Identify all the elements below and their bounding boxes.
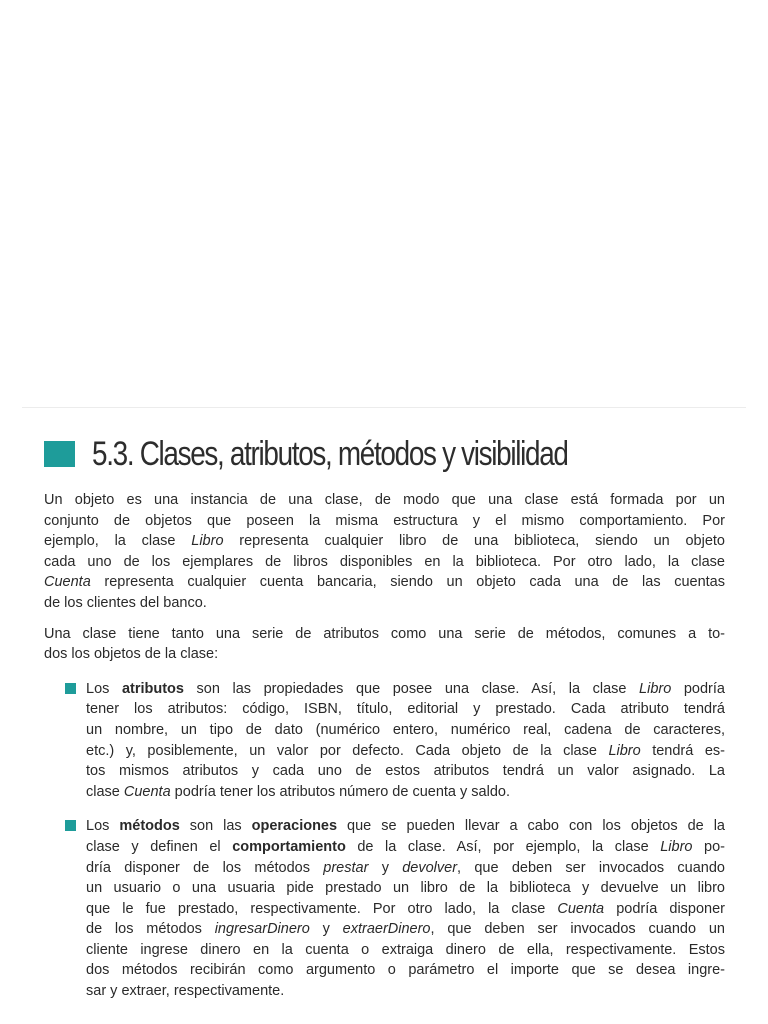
text-line <box>86 940 725 961</box>
text-run: un usuario o una usuaria pide prestado un libro de la biblioteca y devuelve un libro <box>86 880 725 897</box>
text-line <box>86 981 725 1002</box>
text-run: , que deben ser invocados cuando <box>457 859 725 876</box>
text-line <box>86 782 725 803</box>
italic-term: extraerDinero <box>342 921 431 938</box>
text-run: tos mismos atributos y cada uno de estos atributos tendrá un valor asignado. La <box>86 763 725 780</box>
text-line <box>86 858 725 879</box>
text-run: sar y extraer, respectivamente. <box>86 983 285 1000</box>
text-line <box>44 624 725 645</box>
text-line <box>86 837 725 858</box>
bold-term: atributos <box>121 680 184 697</box>
text-run: podría <box>671 680 725 697</box>
text-line <box>86 761 725 782</box>
italic-term: Cuenta <box>123 783 171 800</box>
text-run: etc.) y, posiblemente, un valor por defecto. Cada objeto de la clase <box>86 742 609 759</box>
text-run: po- <box>692 838 725 855</box>
text-run: de los clientes del banco. <box>44 594 207 611</box>
section-title: 5.3. Clases, atributos, métodos y visibilidad <box>92 434 568 473</box>
section-body <box>44 490 725 1016</box>
text-run: ejemplo, la clase <box>44 533 192 550</box>
text-run: son las <box>179 818 252 835</box>
text-line <box>44 593 725 614</box>
bullet-list <box>44 679 725 1002</box>
italic-term: Libro <box>660 838 693 855</box>
bullet-item <box>44 679 725 803</box>
body-paragraph <box>44 624 725 665</box>
italic-term: Cuenta <box>557 900 605 917</box>
text-line <box>86 878 725 899</box>
bullet-square-icon <box>65 683 76 694</box>
italic-term: Cuenta <box>44 574 91 591</box>
body-paragraph <box>44 490 725 614</box>
text-run: que le fue prestado, respectivamente. Por otro lado, la clase <box>86 900 558 917</box>
italic-term: Libro <box>639 680 672 697</box>
text-run: y <box>309 921 343 938</box>
text-line <box>86 720 725 741</box>
text-run: , que deben ser invocados cuando un <box>430 921 725 938</box>
text-line <box>44 511 725 532</box>
bullet-square-icon <box>65 820 76 831</box>
italic-term: Libro <box>191 533 224 550</box>
text-line <box>86 741 725 762</box>
text-line <box>44 531 725 552</box>
section-heading <box>44 432 744 476</box>
text-line <box>86 679 725 700</box>
italic-term: ingresarDinero <box>214 921 310 938</box>
text-run: cada uno de los ejemplares de libros disponibles en la biblioteca. Por otro lado, la clase <box>44 553 725 570</box>
text-run: Los <box>86 818 120 835</box>
bullet-text <box>86 679 725 803</box>
text-run: dos métodos recibirán como argumento o parámetro el importe que se desea ingre- <box>86 962 725 979</box>
italic-term: devolver <box>402 859 458 876</box>
bullet-item <box>44 816 725 1001</box>
text-line <box>86 699 725 720</box>
text-run: conjunto de objetos que poseen la misma estructura y el mismo comportamiento. Por <box>44 512 725 529</box>
text-line <box>86 899 725 920</box>
bold-term: métodos <box>119 818 180 835</box>
italic-term: prestar <box>323 859 369 876</box>
text-run: de la clase. Así, por ejemplo, la clase <box>345 838 661 855</box>
text-run: de los métodos <box>86 921 215 938</box>
text-run: cliente ingrese dinero en la cuenta o extraiga dinero de ella, respectivamente. Estos <box>86 941 725 958</box>
paragraphs <box>44 490 725 665</box>
text-line <box>44 572 725 593</box>
text-line <box>86 919 725 940</box>
text-run: representa cualquier libro de una biblioteca, siendo un objeto <box>223 533 725 550</box>
text-run: tendrá es- <box>640 742 725 759</box>
bold-term: operaciones <box>251 818 338 835</box>
text-line <box>44 490 725 511</box>
text-run: representa cualquier cuenta bancaria, siendo un objeto cada una de las cuentas <box>90 574 725 591</box>
text-line <box>86 960 725 981</box>
text-line <box>44 644 725 665</box>
page-divider <box>22 407 746 408</box>
text-run: tener los atributos: código, ISBN, título, editorial y prestado. Cada atributo tendrá <box>86 701 725 718</box>
heading-marker-square <box>44 441 75 467</box>
text-run: clase y definen el <box>86 838 233 855</box>
text-run: Un objeto es una instancia de una clase, de modo que una clase está formada por un <box>44 492 725 508</box>
bullet-text <box>86 816 725 1001</box>
text-run: Los <box>86 680 122 697</box>
text-line <box>86 816 725 837</box>
text-run: clase <box>86 783 124 800</box>
text-run: son las propiedades que posee una clase. Así, la clase <box>183 680 640 697</box>
text-run: podría disponer <box>604 900 726 917</box>
italic-term: Libro <box>608 742 641 759</box>
text-run: y <box>368 859 403 876</box>
text-run: podría tener los atributos número de cuenta y saldo. <box>170 783 510 800</box>
text-run: que se pueden llevar a cabo con los objetos de la <box>337 818 725 835</box>
text-run: dría disponer de los métodos <box>86 859 324 876</box>
bold-term: comportamiento <box>232 838 346 855</box>
text-run: dos los objetos de la clase: <box>44 646 219 663</box>
text-run: Una clase tiene tanto una serie de atributos como una serie de métodos, comunes a to- <box>44 625 725 642</box>
text-run: un nombre, un tipo de dato (numérico entero, numérico real, cadena de caracteres, <box>86 721 725 738</box>
text-line <box>44 552 725 573</box>
